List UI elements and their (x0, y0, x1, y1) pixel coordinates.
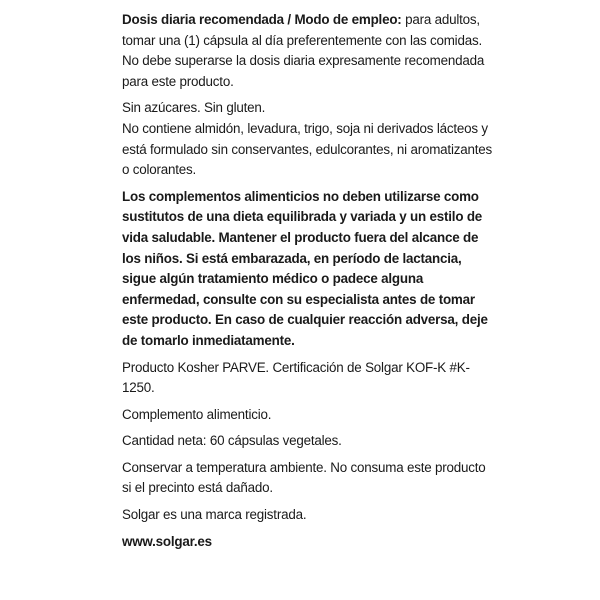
free-from-line-1: Sin azúcares. Sin gluten. (122, 100, 266, 116)
kosher-certification: Producto Kosher PARVE. Certificación de Solgar KOF-K #K-1250. (122, 359, 470, 396)
dosage-heading: Dosis diaria recomendada / Modo de empleo: (122, 12, 402, 27)
free-from-paragraph (122, 98, 494, 180)
category-text: Complemento alimenticio. (122, 406, 272, 422)
dosage-text: para adultos, tomar una (1) cápsula al día preferentemente con las comidas. No debe superarse la dosis diaria expresamente recomendada para este producto. (122, 12, 485, 89)
trademark-notice: Solgar es una marca registrada. (122, 507, 307, 523)
net-quantity: Cantidad neta: 60 cápsulas vegetales. (122, 433, 342, 449)
warning-paragraph: Los complementos alimenticios no deben utilizarse como sustitutos de una dieta equilibrada y variada y un estilo de vida saludable. Mantener el producto fuera del alcance de los niños. Si está embarazada, en período de lactancia, sigue algún tratamiento médico o padece alguna enfermedad, consulte con su especialista antes de tomar este producto. En caso de cualquier reacción adversa, deje de tomarlo inmediatamente. (122, 188, 488, 348)
storage-instructions: Conservar a temperatura ambiente. No consuma este producto si el precinto está dañado. (122, 459, 486, 496)
free-from-line-2: No contiene almidón, levadura, trigo, soja ni derivados lácteos y está formulado sin conservantes, edulcorantes, ni aromatizantes o colorantes. (122, 120, 492, 178)
dosage-paragraph (122, 10, 494, 92)
website-link[interactable]: www.solgar.es (122, 533, 212, 549)
product-label-text (122, 10, 494, 558)
